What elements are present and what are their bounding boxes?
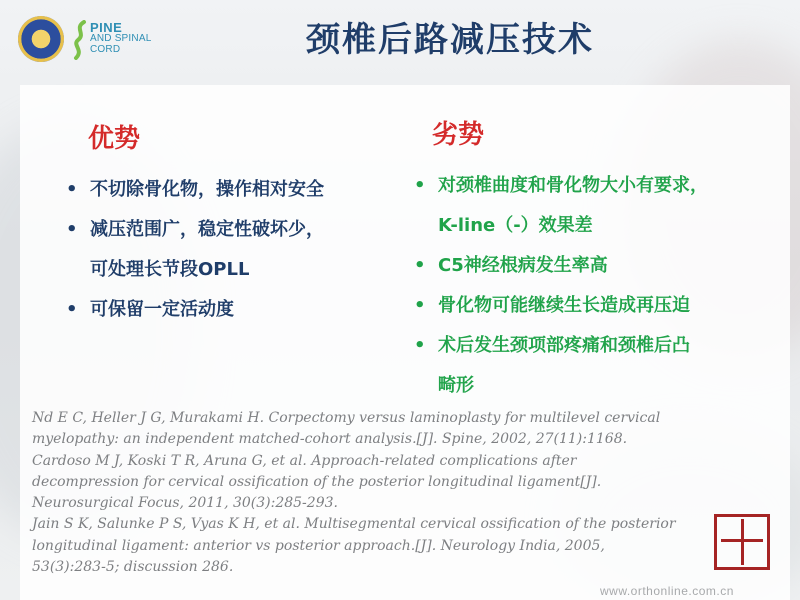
- spine-logo-icon: [70, 20, 90, 60]
- logo-line-1: PINE: [90, 20, 123, 35]
- disadvantage-item-continuation: K-line（-）效果差: [438, 215, 593, 236]
- logo-line-2: AND SPINAL CORD: [90, 33, 152, 55]
- advantages-heading: 优势: [88, 124, 141, 154]
- reference-line: Neurosurgical Focus, 2011, 30(3):285-293.: [32, 495, 338, 512]
- reference-line: Nd E C, Heller J G, Murakami H. Corpectomy versus laminoplasty for multilevel cervical: [32, 410, 661, 426]
- disadvantage-item: • C5神经根病发生率高: [414, 246, 774, 286]
- disadvantage-item-continuation: 畸形: [438, 375, 474, 396]
- disadvantage-item: • 骨化物可能继续生长造成再压迫: [414, 286, 774, 326]
- disadvantage-item: • 对颈椎曲度和骨化物大小有要求，: [414, 166, 774, 206]
- website-watermark: www.orthonline.com.cn: [600, 584, 734, 598]
- reference-line: decompression for cervical ossification of the posterior longitudinal ligament[J].: [32, 473, 602, 490]
- references: [32, 408, 692, 578]
- disadvantages-list: [414, 166, 774, 406]
- disadvantages-heading: 劣势: [432, 120, 485, 150]
- disadvantage-item: • 术后发生颈项部疼痛和颈椎后凸: [414, 326, 774, 366]
- reference-line: Jain S K, Salunke P S, Vyas K H, et al. Multisegmental cervical ossification of the posterior: [32, 516, 676, 533]
- advantage-item: • 不切除骨化物，操作相对安全: [66, 170, 406, 210]
- reference-line: longitudinal ligament: anterior vs posterior approach.[J]. Neurology India, 2005,: [32, 537, 605, 554]
- reference-line: myelopathy: an independent matched-cohort analysis.[J]. Spine, 2002, 27(11):1168.: [32, 431, 628, 448]
- advantage-item: • 减压范围广，稳定性破坏少，: [66, 210, 406, 250]
- header-logos: [10, 10, 170, 66]
- advantages-list: [66, 170, 406, 330]
- advantage-item: • 可保留一定活动度: [66, 290, 406, 330]
- advantage-item-continuation: 可处理长节段OPLL: [90, 259, 250, 280]
- page-title: 颈椎后路减压技术: [306, 20, 594, 60]
- seal-stamp-logo: [714, 514, 770, 570]
- reference-line: 53(3):283-5; discussion 286.: [32, 559, 234, 576]
- hospital-seal-logo: [18, 16, 64, 62]
- spine-logo-text: [90, 20, 170, 57]
- reference-line: Cardoso M J, Koski T R, Aruna G, et al. Approach-related complications after: [32, 452, 577, 469]
